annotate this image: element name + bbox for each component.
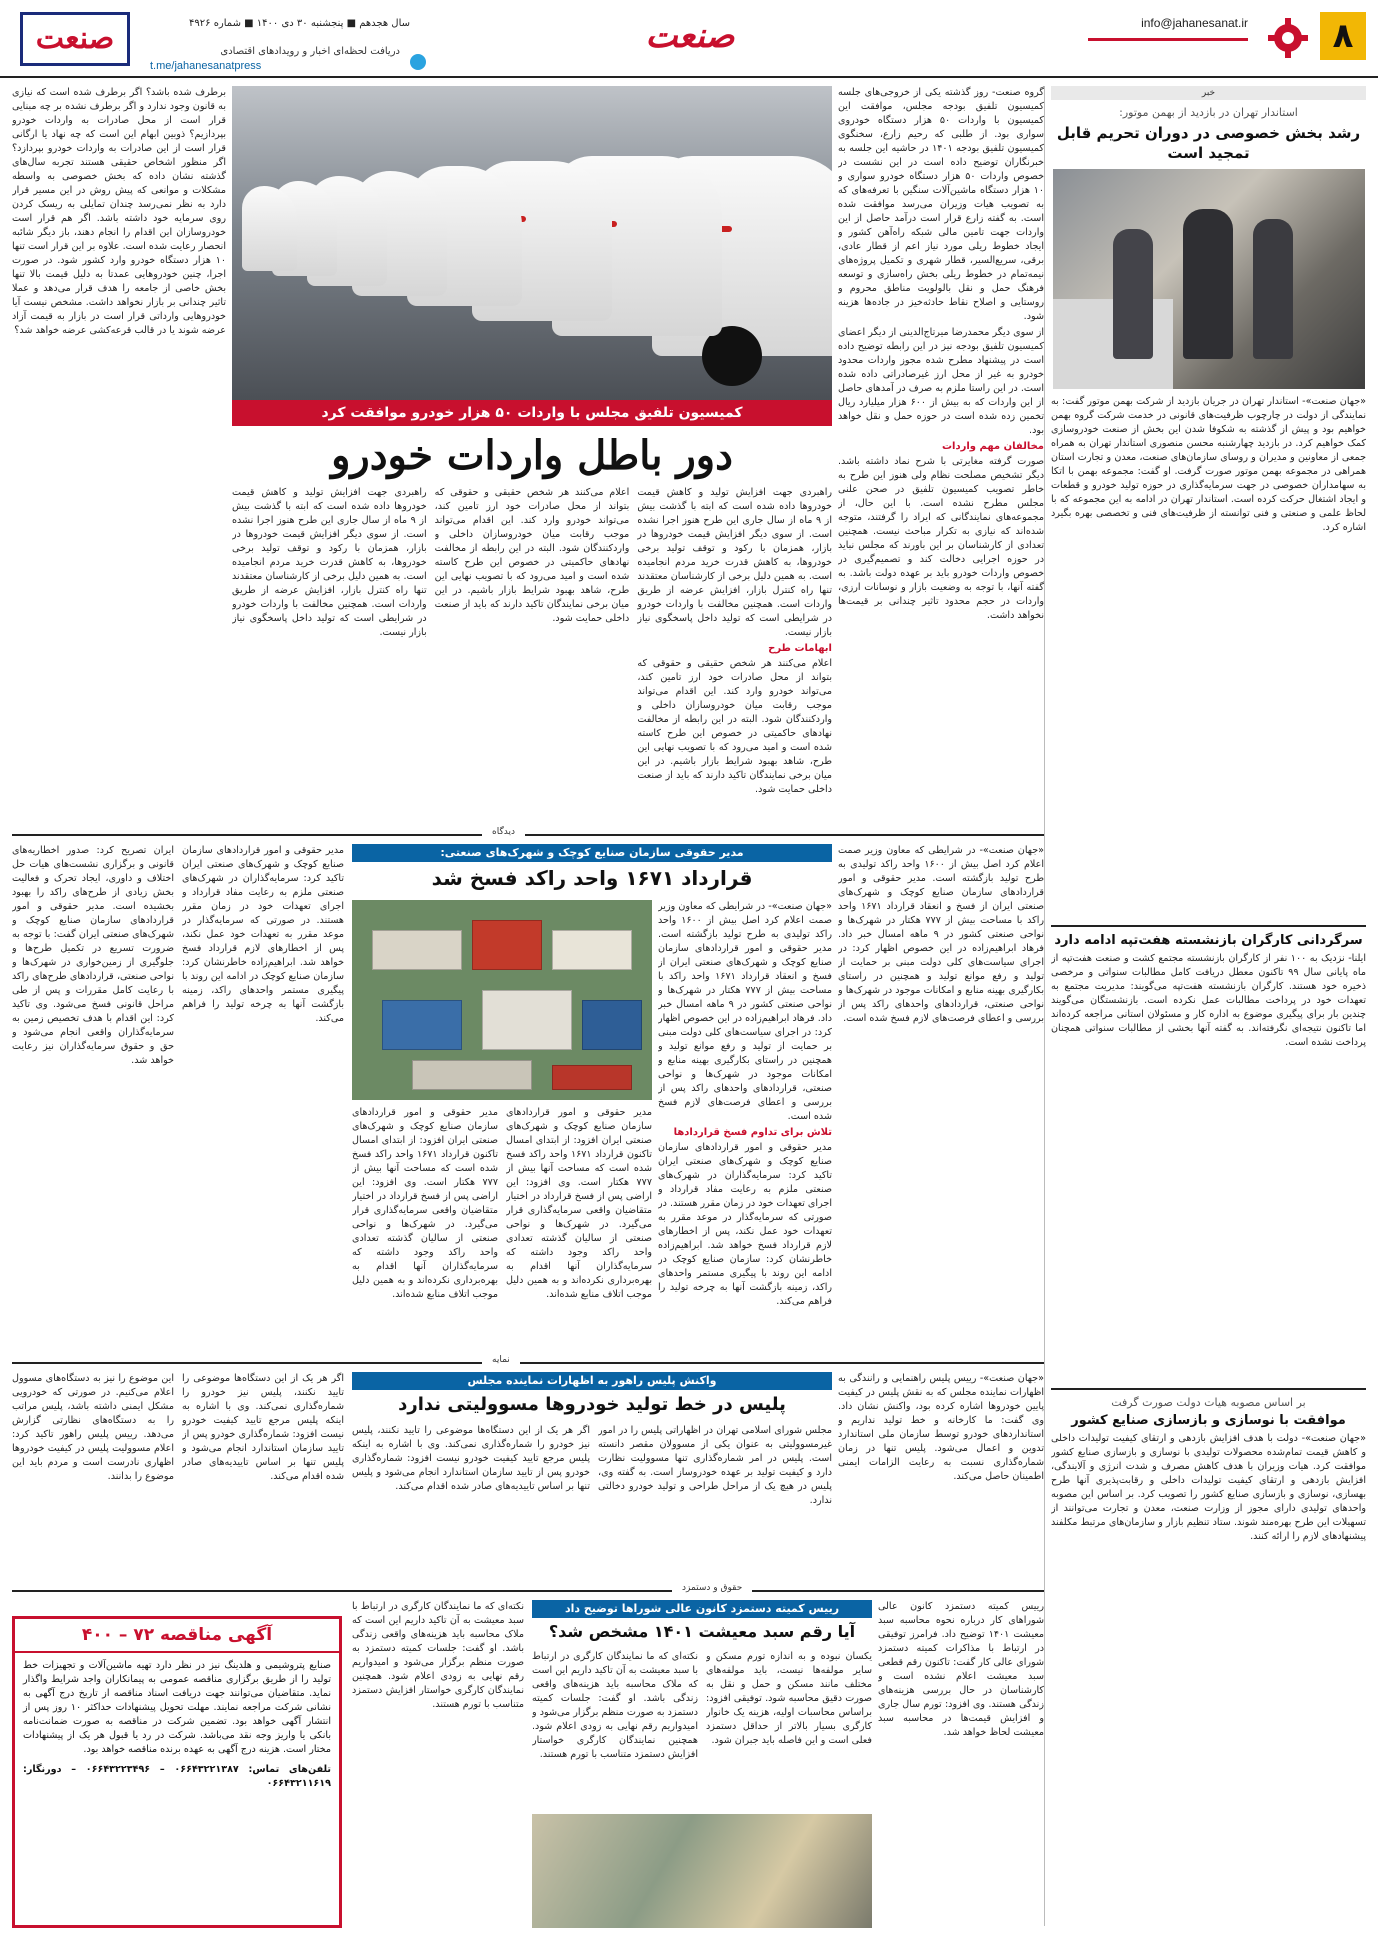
mid-col-1	[658, 900, 832, 1350]
mid-banner: مدیر حقوقی سازمان صنایع کوچک و شهرک‌های صنعتی:	[352, 844, 832, 862]
building-shape	[472, 920, 542, 970]
mid-col-3: مدیر حقوقی و امور قراردادهای سازمان صنایع کوچک و شهرک‌های صنعتی ایران افزود: از ابتدای امسال تاکنون قرارداد ۱۶۷۱ واحد راکد فسخ شده است که مساحت آنها بیش از ۷۷۷ هکتار است. وی افزود: این اراضی پس از فسخ قرارداد در اختیار متقاضیان واقعی سرمایه‌گذاری قرار می‌گیرد. در شهرک‌ها و نواحی صنعتی از سالیان گذشته تعدادی واحد راکد وجود داشته که سرمایه‌گذاران آنها اقدام به بهره‌برداری نکرده‌اند و به همین دلیل موجب اتلاف منابع شده‌اند.	[506, 1107, 652, 1300]
right-column	[1044, 86, 1366, 1926]
main-body-columns	[232, 486, 832, 826]
police-article	[12, 1355, 1044, 1582]
car-shape	[242, 186, 297, 271]
mid-text: «جهان صنعت»- در شرایطی که معاون وزیر صمت اعلام کرد اصل بیش از ۱۶۰۰ واحد راکد تولیدی به طرح تولید بازگشته است. مدیر حقوقی و امور قراردادهای سازمان صنایع کوچک و شهرک‌های صنعتی ایران از فسخ و انعقاد قرارداد ۱۶۷۱ واحد راکد با مساحت بیش از ۷۷۷ هکتار در شهرک‌ها و نواحی صنعتی کشور در ۹ ماهه امسال خبر داد. فرهاد ابراهیم‌زاده در این خصوص اظهار کرد: در اجرای سیاست‌های کلی دولت مبنی بر حمایت از تولید و رفع موانع تولید و همچنین در راستای بکارگیری بهینه منابع و امکانات موجود در شهرک‌ها و نواحی صنعتی، قراردادهای واحدهای راکد پس از بررسی و اعطای فرصت‌های لازم فسخ شده است.	[658, 901, 832, 1122]
email-address[interactable]: info@jahanesanat.ir	[1141, 16, 1248, 30]
right-article-body-2: ایلنا- نزدیک به ۱۰۰ نفر از کارگران بازنشسته مجتمع کشت و صنعت هفت‌تپه از ماه پایانی سال ۹۹ تاکنون معطل دریافت کامل مطالبات سنواتی و مرخصی ذخیره خود هستند. کارگران بازنشسته هفت‌تپه می‌گویند: مدیریت مجتمع به تعهدات خود در پرداخت مطالبات عمل نکرده است. بازنشستگان می‌گویند چندین بار برای پیگیری موضوع به اداره کار و مسئولان استانی مراجعه کرده‌اند اما تاکنون نتیجه‌ای نگرفته‌اند. به گفته آنها بخشی از مطالبات سنواتی همچنان پرداخت نشده است.	[1051, 953, 1366, 1048]
right-article-body-3: «جهان صنعت»- دولت با هدف افزایش بازدهی و ارتقای کیفیت تولیدات داخلی و کاهش قیمت تمام‌شده محصولات تولیدی با نوسازی و بازسازی صنایع کشور موافقت کرد. هیات وزیران با هدف کاهش مصرف و شدت انرژی و آلایندگی، افزایش بازدهی و ارتقای کیفیت تولیدات داخلی و رقابت‌پذیری آنها طرح بهسازی، نوسازی و بازسازی صنایع کشور را تصویب کرد. بر اساس این مصوبه واحدهای تولیدی دارای مجوز از وزارت صنعت، معدن و تجارت می‌توانند از تسهیلات این طرح بهره‌مند شوند. ستاد تنظیم بازار و سازمان‌های مرتبط مکلفند پیشنهادهای لازم را ارائه کنند.	[1051, 1433, 1366, 1542]
bot-col-3: نکته‌ای که ما نمایندگان کارگری در ارتباط با سبد معیشت به آن تاکید داریم این است که ملاک محاسبه باید هزینه‌های واقعی زندگی باشد. او گفت: جلسات کمیته دستمزد به صورت منظم برگزار می‌شود و امیدواریم رقم نهایی به زودی اعلام شود. همچنین نمایندگان کارگری خواستار افزایش دستمزد متناسب با تورم هستند.	[532, 1651, 698, 1760]
masthead	[0, 0, 1378, 78]
mid-col-0: «جهان صنعت»- در شرایطی که معاون وزیر صمت اعلام کرد اصل بیش از ۱۶۰۰ واحد راکد تولیدی به طرح تولید بازگشته است. مدیر حقوقی و امور قراردادهای سازمان صنایع کوچک و شهرک‌های صنعتی ایران از فسخ و انعقاد قرارداد ۱۶۷۱ واحد راکد با مساحت بیش از ۷۷۷ هکتار در شهرک‌ها و نواحی صنعتی کشور در ۹ ماهه امسال خبر داد. فرهاد ابراهیم‌زاده در این خصوص اظهار کرد: در اجرای سیاست‌های کلی دولت مبنی بر حمایت از تولید و رفع موانع تولید و همچنین در راستای بکارگیری بهینه منابع و امکانات موجود در شهرک‌ها و نواحی صنعتی، قراردادهای واحدهای راکد پس از بررسی و اعطای فرصت‌های لازم فسخ شده است.	[838, 845, 1044, 1024]
building-shape	[382, 1000, 462, 1050]
section-name: صنعت	[645, 16, 735, 56]
bot-col-1: رییس کمیته دستمزد کانون عالی شوراهای کار درباره نحوه محاسبه سبد معیشت ۱۴۰۱ توضیح داد. فرامرز توفیقی در ارتباط با مذاکرات کمیته دستمزد شورای عالی کار گفت: تاکنون رقم قطعی سبد معیشت اعلام نشده است و کارشناسان در حال بررسی هزینه‌های زندگی هستند. وی افزود: تورم سال جاری و افزایش قیمت‌ها در محاسبه سبد معیشت لحاظ خواهد شد.	[878, 1601, 1044, 1738]
low-col-1: «جهان صنعت»- رییس پلیس راهنمایی و رانندگی به اظهارات نماینده مجلس که به نقش پلیس در کیفیت پایین خودروها اشاره کرده بود، واکنش نشان داد. وی گفت: ما کارخانه و خط تولید نداریم و استانداردهای خودرو توسط سازمان ملی استاندارد تدوین و اعمال می‌شود. پلیس تنها در زمان شماره‌گذاری نسبت به رعایت الزامات ایمنی اطمینان حاصل می‌کند.	[838, 1373, 1044, 1482]
gear-icon	[1264, 14, 1312, 62]
main-banner: کمیسیون تلفیق مجلس با واردات ۵۰ هزار خودرو موافقت کرد	[232, 400, 832, 426]
right-surtitle: استاندار تهران در بازدید از بهمن موتور:	[1119, 106, 1298, 119]
telegram-icon	[410, 54, 426, 70]
person-shape	[1183, 209, 1233, 359]
right-kicker: خبر	[1051, 86, 1366, 100]
building-shape	[372, 930, 462, 970]
main-lead	[838, 86, 1044, 826]
person-shape	[1113, 229, 1153, 359]
page-number: ۸	[1320, 12, 1366, 60]
tender-ad-body	[15, 1653, 339, 1797]
tender-ad-text: صنایع پتروشیمی و هلدینگ نیز در نظر دارد تهیه ماشین‌آلات و تجهیزات خط تولید را از طریق برگزاری مناقصه عمومی به پیمانکاران واجد شرایط واگذار نماید. متقاضیان می‌توانند جهت دریافت اسناد مناقصه از تاریخ درج آگهی به نشانی شرکت مراجعه نمایند. مهلت تحویل پیشنهادات حداکثر ۱۰ روز پس از انتشار آگهی خواهد بود. تضمین شرکت در مناقصه به صورت ضمانت‌نامه بانکی یا واریز وجه نقد می‌باشد. شرکت در رد یا قبول هر یک از پیشنهادات مختار است. هزینه درج آگهی به عهده برنده مناقصه خواهد بود.	[23, 1660, 331, 1755]
industrial-park-photo	[352, 900, 652, 1100]
person-shape	[1253, 219, 1293, 359]
right-headline: رشد بخش خصوصی در دوران تحریم قابل تمجید است	[1056, 124, 1361, 162]
main-lead-p3: صورت گرفته مغایرتی با شرح نماد داشته باشد. دیگر تشخیص مصلحت نظام ولی هنوز این طرح به خاطر تصویب کمیسیون تلفیق در صحن علنی مجلس مطرح نشده است. با این حال، از مجموعه‌های نمایندگانی که ایراد را گرفتند، متوجه شده‌اند که نیازی به تکرار مباحث نیست. همچنین تعدادی از کارشناسان بر این باورند که مجلس نباید در حوزه اجرایی دخالت کند و تصمیم‌گیری در خصوص واردات خودرو باید بر عهده دولت باشد. به گفته آنها، با توجه به وضعیت بازار و نوسانات ارزی، واردات در حجم محدود تاثیر چندانی بر قیمت‌ها نخواهد داشت.	[838, 456, 1044, 621]
building-shape	[552, 930, 632, 970]
main-article	[12, 86, 1044, 826]
main-body-text: اعلام می‌کنند هر شخص حقیقی و حقوقی که بتواند از محل صادرات خود ارز تامین کند، می‌تواند خودرو وارد کند. این اقدام می‌تواند موجب رقابت میان خودروسازان داخلی و واردکنندگان شود. البته در این رابطه از مخالفت نهادهای حاکمیتی در خصوص این طرح کاسته شده است و امید می‌رود که با تصویب نهایی این طرح، شاهد بهبود شرایط بازار باشیم. در این میان برخی نمایندگان تاکید دارند که باید از صنعت داخلی حمایت شود.	[637, 658, 832, 795]
building-shape	[552, 1065, 632, 1090]
mid-subhead: تلاش برای تداوم فسخ قراردادها	[673, 1127, 832, 1138]
main-title: دور باطل واردات خودرو	[331, 432, 733, 479]
low-col-5: این موضوع را نیز به دستگاه‌های مسوول اعلام می‌کنیم. در صورتی که خودرویی مشکل ایمنی داشته باشد، پلیس مراتب را به دستگاه‌های نظارتی گزارش می‌دهد. رییس پلیس راهور تاکید کرد: اعلام مسوولیت پلیس در کیفیت خودروها اظهاری نادرست است و مردم باید این موضوع را بدانند.	[12, 1373, 174, 1482]
subhead-ambiguities: ابهامات طرح	[768, 643, 832, 654]
building-shape	[482, 990, 572, 1050]
right-headline-2: سرگردانی کارگران بازنشسته هفت‌تپه ادامه دارد	[1051, 925, 1366, 948]
mid-title: قرارداد ۱۶۷۱ واحد راکد فسخ شد	[431, 866, 753, 890]
bot-col-2: یکسان نبوده و به اندازه تورم مسکن و سایر مولفه‌ها نیست، باید مولفه‌های مختلف مانند مسکن و حمل و نقل به صورت دقیق محاسبه شود. توفیقی افزود: براساس محاسبات اولیه، هزینه یک خانوار کارگری بسیار بالاتر از حداقل دستمزد فعلی است و این فاصله باید جبران شود.	[706, 1651, 872, 1746]
newspaper-logo: صنعت	[20, 12, 130, 66]
mid-col-5: ایران تصریح کرد: صدور اخطاریه‌های قانونی و برگزاری نشست‌های هیات حل اختلاف و داوری، ایجاد تحرک و فعالیت بخش زیادی از طرح‌های راکد را بهبود بخشیده است. مدیر حقوقی و امور قراردادهای سازمان صنایع کوچک و شهرک‌های صنعتی ایران گفت: با توجه به ضرورت تسریع در تکمیل طرح‌ها و جلوگیری از زمین‌خواری در شهرک‌ها و نواحی صنعتی، قراردادهای طرح‌های راکد با رعایت کامل مقررات و پس از طی مراحل قانونی فسخ می‌شود. وی تاکید کرد: این اقدام با هدف تخصیص زمین به سرمایه‌گذاران واقعی انجام می‌شود و حق و حقوق سرمایه‌گذاران نیز رعایت خواهد شد.	[12, 845, 174, 1066]
channel-text: دریافت لحظه‌ای اخبار و رویدادهای اقتصادی	[220, 46, 400, 57]
banknotes-photo	[532, 1814, 872, 1928]
subhead-opponents: مخالفان مهم واردات	[941, 441, 1044, 452]
main-lead-p1: گروه صنعت- روز گذشته یکی از خروجی‌های جلسه کمیسیون تلفیق بودجه مجلس، موافقت این کمیسیون با واردات ۵۰ هزار دستگاه خودروی سواری بود. از طلبی که رحیم زارع، سخنگوی کمیسیون تلفیق بودجه ۱۴۰۱ در حاشیه این جلسه به خبرنگاران توضیح داده است در این نشست در خصوص واردات ۵۰ هزار دستگاه خودرو سواری و ۱۰ هزار دستگاه ماشین‌آلات سنگین با تعرفه‌های که به تصویب هیات وزیران می‌رسد موافقت شده است. به گفته زارع قرار است درآمد حاصل از این واردات جهت تامین مالی شبکه راه‌آهن کشور و ایجاد خطوط ریلی مورد نیاز اعم از قطار عادی، برقی، سریع‌السیر، قطار شهری و تکمیل پروژه‌های نیمه‌تمام در خطوط ریلی بخش راه‌سازی و توسعه فرهنگ حمل و نقل بالولویت مناطق محروم و روستایی و اصلاح نقاط حادثه‌خیز در جاده‌ها هزینه شود.	[838, 87, 1044, 322]
bot-col-4: نکته‌ای که ما نمایندگان کارگری در ارتباط با سبد معیشت به آن تاکید داریم این است که ملاک محاسبه باید هزینه‌های واقعی زندگی باشد. او گفت: جلسات کمیته دستمزد به صورت منظم برگزار می‌شود و امیدواریم رقم نهایی به زودی اعلام شود. همچنین نمایندگان کارگری خواستار افزایش دستمزد متناسب با تورم هستند.	[352, 1601, 524, 1710]
tender-ad-title: آگهی مناقصه ۷۲ – ۴۰۰	[15, 1619, 339, 1653]
mid-col-4: مدیر حقوقی و امور قراردادهای سازمان صنایع کوچک و شهرک‌های صنعتی ایران تاکید کرد: سرمایه‌گذاران در شهرک‌های صنعتی ملزم به رعایت مفاد قرارداد و اجرای تعهدات خود در زمان مقرر هستند. در صورتی که سرمایه‌گذار در موعد مقرر به تعهدات خود عمل نکند، پس از اخطارهای لازم قرارداد فسخ خواهد شد. ابراهیم‌زاده خاطرنشان کرد: سازمان صنایع کوچک در ادامه این روند با پیگیری مستمر واحدهای راکد، زمینه بازگشت آنها به چرخه تولید را فراهم می‌کند.	[182, 845, 344, 1024]
building-shape	[582, 1000, 642, 1050]
main-body-col	[435, 486, 630, 826]
building-shape	[412, 1060, 532, 1090]
main-lead-p2: از سوی دیگر محمدرضا میرتاج‌الدینی از دیگر اعضای کمیسیون تلفیق بودجه نیز در این رابطه توضیح داده است در پیشنهاد مطرح شده مجوز واردات محدود خودرو به غیر از محل ارز غیرصادراتی داده شده است. در این راستا ملزم به صرف در آمدهای حاصل از این واردات که به بیش از ۶۰۰ هزار میلیارد ریال تخمین زده شده است در حوزه حمل و نقل خواهد بود.	[838, 327, 1044, 436]
bot-kicker: حقوق و دستمزد	[672, 1583, 752, 1593]
cars-photo	[232, 86, 832, 401]
low-kicker: نمایه	[482, 1355, 520, 1365]
right-article-body: «جهان صنعت»- استاندار تهران در جریان بازدید از شرکت بهمن موتور گفت: به نمایندگی از دولت در چارچوب ظرفیت‌های قانونی در خدمت شرکت گروه بهمن خواهیم بود و پیش از گذشته به شکوفا شدن این بخش از صنعت خودروسازی کمک خواهیم کرد. در بازدید چهارشنبه محسن منصوری استاندار تهران به همراه جمعی از معاونین و مدیران و روسای سازمان‌های صنعت، معدن و تجارت استان همراهی در مجموعه بهمن موتور صورت گرفت. او گفت: مجموعه بهمن با اتکا به سهامداران خصوصی در جهت سرمایه‌گذاری در حوزه تولید خودرو و قطعات و ایجاد اشتغال حرکت کرده است. استاندار تهران در ادامه به این مجموعه که با لحاظ علمی و صنعتی و فنی توانسته از ظرفیت‌های فنی و تخصصی بهره بگیرد اشاره کرد.	[1051, 396, 1366, 533]
wage-article	[12, 1583, 1044, 1926]
main-body-text: راهبردی جهت افزایش تولید و کاهش قیمت خودروها داده شده است که ابته با گذشت بیش از ۹ ماه از سال جاری این طرح هنوز اجرا نشده است. از سوی دیگر افزایش قیمت خودروها در بازار، همزمان با رکود و توقف تولید برخی خودروها، به کاهش قدرت خرید مردم انجامیده است. به همین دلیل برخی از کارشناسان معتقدند تنها راه کنترل بازار، افزایش عرضه از طریق واردات است. همچنین مخالفت با واردات خودرو در شرایطی است که تولید داخل پاسخگوی نیاز بازار نیست.	[637, 487, 832, 638]
main-left-column: برطرف شده باشد؟ اگر برطرف شده است که نیازی به قانون وجود ندارد و اگر برطرف نشده بر چه مبنایی قرار است از محل صادرات به واردات خودرو بپردازیم؟ ذوبین ابهام این است که چه نهاد یا ارگانی قرار است از این صادرات به واردات خودرو بپردازد؟ اگر منظور اشخاص حقیقی هستند تجربه سال‌های گذشته نشان داده که بخش خصوصی به واسطه مشکلات و موانعی که پیش روش در این مسیر قرار دارد به نظر نمی‌رسد چندان تمایلی به ریسک کردن روی سرمایه خود داشته باشد. اگر هم قرار است خودروسازان این اقدام را انجام دهند، باز دیگر شائبه انحصار رعایت شده است. علاوه بر این قرار است تنها ۱۰ هزار دستگاه خودرو وارد کشور شود. در صورت اجرا، چنین خودروهایی عمدتا به دلیل قیمت بالا تنها بخش خاصی از جامعه را هدف قرار می‌دهد و عملا تاثیر چندانی بر بازار نخواهد داشت. مشخص نیست آیا خودروهایی وارداتی قرار است در بازار به قیمت آزاد عرضه شوند یا در قالب قرعه‌کشی عرضه خواهد شد؟	[12, 87, 226, 336]
low-col-4: اگر هر یک از این دستگاه‌ها موضوعی را تایید نکنند، پلیس نیز خودرو را شماره‌گذاری نمی‌کند. وی با اشاره به اینکه پلیس مرجع تایید کیفیت خودرو نیست افزود: شماره‌گذاری خودرو پس از تایید سازمان استاندارد انجام می‌شود و پلیس تنها بر اساس تاییدیه‌های صادر شده اقدام می‌کند.	[182, 1373, 344, 1482]
tender-ad-contact: تلفن‌های تماس: ۰۶۶۴۳۲۲۱۳۸۷ – ۰۶۶۴۳۲۲۳۴۹۶ – دورنگار: ۰۶۶۴۳۲۱۱۶۱۹	[23, 1764, 332, 1789]
channel-link[interactable]: t.me/jahanesanatpress	[150, 60, 262, 72]
bot-title: آیا رقم سبد معیشت ۱۴۰۱ مشخص شد؟	[548, 1622, 856, 1641]
masthead-rule	[1088, 38, 1248, 41]
factory-visit-photo	[1053, 169, 1365, 389]
industrial-contracts-article	[12, 827, 1044, 1354]
issue-line: سال هجدهم ■ پنجشنبه ۳۰ دی ۱۴۰۰ ■ شماره ۴۹۲۶	[189, 18, 410, 29]
main-body-text: راهبردی جهت افزایش تولید و کاهش قیمت خودروها داده شده است که ابته با گذشت بیش از ۹ ماه از سال جاری این طرح هنوز اجرا نشده است. از سوی دیگر افزایش قیمت خودروها در بازار، همزمان با رکود و توقف تولید برخی خودروها، به کاهش قدرت خرید مردم انجامیده است. به همین دلیل برخی از کارشناسان معتقدند تنها راه کنترل بازار، افزایش عرضه از طریق واردات است. همچنین مخالفت با واردات خودرو در شرایطی است که تولید داخل پاسخگوی نیاز بازار نیست.	[231, 487, 427, 638]
mid-text: مدیر حقوقی و امور قراردادهای سازمان صنایع کوچک و شهرک‌های صنعتی ایران تاکید کرد: سرمایه‌گذاران در شهرک‌های صنعتی ملزم به رعایت مفاد قرارداد و اجرای تعهدات خود در زمان مقرر هستند. در صورتی که سرمایه‌گذار در موعد مقرر به تعهدات خود عمل نکند، پس از اخطارهای لازم قرارداد فسخ خواهد شد. ابراهیم‌زاده خاطرنشان کرد: سازمان صنایع کوچک در ادامه این روند با پیگیری مستمر واحدهای راکد، زمینه بازگشت آنها به چرخه تولید را فراهم می‌کند.	[658, 1142, 832, 1307]
right-headline-3: موافقت با نوسازی و بازسازی صنایع کشور	[1071, 1413, 1346, 1428]
low-title: پلیس در خط تولید خودروها مسوولیتی ندارد	[398, 1394, 786, 1415]
low-banner: واکنش پلیس راهور به اظهارات نماینده مجلس	[352, 1372, 832, 1390]
low-col-2: مجلس شورای اسلامی تهران در اظهاراتی پلیس را در امور غیرمسوولیتی به عنوان یکی از مسوولان مقصر دانسته است. پلیس در امر شماره‌گذاری تنها مسوولیت نظارت دارد و کیفیت تولید بر عهده خودروساز است. به گفته وی، پلیس در هیچ یک از مراحل طراحی و تولید خودرو دخالتی ندارد.	[598, 1425, 832, 1506]
tender-ad	[12, 1616, 342, 1928]
mid-col-2: مدیر حقوقی و امور قراردادهای سازمان صنایع کوچک و شهرک‌های صنعتی ایران افزود: از ابتدای امسال تاکنون قرارداد ۱۶۷۱ واحد راکد فسخ شده است که مساحت آنها بیش از ۷۷۷ هکتار است. وی افزود: این اراضی پس از فسخ قرارداد در اختیار متقاضیان واقعی سرمایه‌گذاری قرار می‌گیرد. در شهرک‌ها و نواحی صنعتی از سالیان گذشته تعدادی واحد راکد وجود داشته که سرمایه‌گذاران آنها اقدام به بهره‌برداری نکرده‌اند و به همین دلیل موجب اتلاف منابع شده‌اند.	[352, 1107, 498, 1300]
right-surtitle-3: بر اساس مصوبه هیات دولت صورت گرفت	[1051, 1388, 1366, 1409]
mid-kicker: دیدگاه	[482, 827, 525, 837]
low-col-3: اگر هر یک از این دستگاه‌ها موضوعی را تایید نکنند، پلیس نیز خودرو را شماره‌گذاری نمی‌کند. وی با اشاره به اینکه پلیس مرجع تایید کیفیت خودرو نیست افزود: شماره‌گذاری خودرو پس از تایید سازمان استاندارد انجام می‌شود و پلیس تنها بر اساس تاییدیه‌های صادر شده اقدام می‌کند.	[352, 1425, 590, 1492]
bot-banner: رییس کمیته دستمزد کانون عالی شوراها توضیح داد	[532, 1600, 872, 1618]
main-body-text: اعلام می‌کنند هر شخص حقیقی و حقوقی که بتواند از محل صادرات خود ارز تامین کند، می‌تواند خودرو وارد کند. این اقدام می‌تواند موجب رقابت میان خودروسازان داخلی و واردکنندگان شود. البته در این رابطه از مخالفت نهادهای حاکمیتی در خصوص این طرح کاسته شده است و امید می‌رود که با تصویب نهایی این طرح، شاهد بهبود شرایط بازار باشیم. در این میان برخی نمایندگان تاکید دارند که باید از صنعت داخلی حمایت شود.	[434, 487, 630, 624]
main-body-col	[232, 486, 427, 826]
main-body-col	[637, 486, 832, 826]
